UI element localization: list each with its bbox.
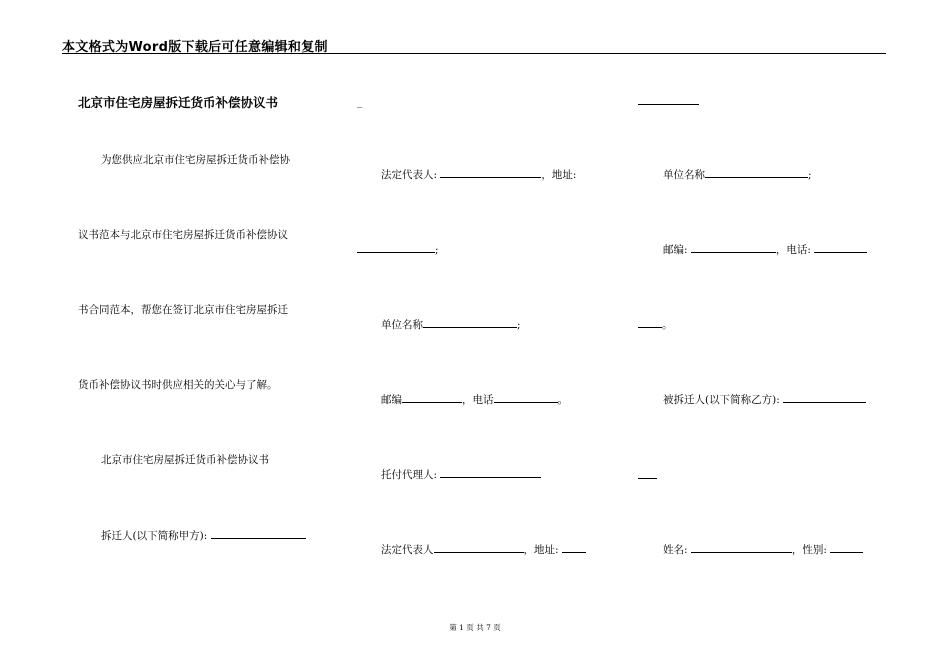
tel-blank	[494, 392, 558, 403]
party-a-line	[101, 528, 306, 543]
tel-sep: ，电话	[462, 394, 494, 406]
unit-name-line	[381, 317, 521, 332]
zip-tel-line	[663, 242, 867, 257]
top-blank	[638, 104, 699, 105]
top-mark: _	[357, 96, 363, 108]
tel-continuation-line	[638, 317, 673, 332]
legal-rep-line-1	[381, 167, 576, 182]
unit-name-label: 单位名称	[663, 169, 705, 181]
intro-line-3: 书合同范本，帮您在签订北京市住宅房屋拆迁	[78, 304, 288, 316]
header-title: 本文格式为Word版下载后可任意编辑和复制	[62, 40, 328, 55]
intro-line-4: 货币补偿协议书时供应相关的关心与了解。	[78, 379, 278, 391]
period: 。	[557, 394, 568, 406]
zip-label: 邮编:	[663, 244, 691, 256]
address-blank	[357, 242, 435, 253]
zip-tel-line	[381, 392, 568, 407]
party-b-line	[663, 392, 866, 407]
gender-blank	[830, 542, 863, 553]
agent-blank	[440, 467, 541, 478]
zip-blank	[402, 392, 462, 403]
unit-name-line	[663, 167, 812, 182]
legal-rep-label: 法定代表人	[381, 544, 434, 556]
gender-sep: ，性别:	[791, 544, 831, 556]
zip-blank	[691, 242, 776, 253]
page-footer: 第 1 页 共 7 页	[449, 623, 501, 632]
agent-label: 托付代理人:	[381, 469, 441, 481]
party-b-blank	[783, 392, 866, 403]
party-a-label: 拆迁人(以下简称甲方):	[101, 530, 211, 542]
unit-name-blank	[705, 167, 808, 178]
address-sep: ，地址:	[541, 169, 577, 181]
party-b-label: 被拆迁人(以下简称乙方):	[663, 394, 784, 406]
agent-line	[381, 467, 541, 482]
tel-sep: ，电话:	[775, 244, 815, 256]
name-label: 姓名:	[663, 544, 691, 556]
agreement-heading: 北京市住宅房屋拆迁货币补偿协议书	[101, 454, 269, 466]
party-a-blank	[211, 528, 306, 539]
name-blank	[691, 542, 792, 553]
period: 。	[662, 319, 673, 331]
tel-blank	[814, 242, 867, 253]
zip-label: 邮编	[381, 394, 402, 406]
address-blank	[562, 542, 586, 553]
blank-line-semicolon	[357, 242, 439, 257]
semicolon: ;	[517, 319, 521, 331]
party-b-continuation-blank	[638, 478, 657, 479]
unit-name-blank	[423, 317, 517, 328]
intro-line-1: 为您供应北京市住宅房屋拆迁货币补偿协	[101, 154, 290, 166]
legal-rep-label: 法定代表人:	[381, 169, 441, 181]
name-gender-line	[663, 542, 863, 557]
page-header	[62, 36, 886, 54]
intro-line-2: 议书范本与北京市住宅房屋拆迁货币补偿协议	[78, 229, 288, 241]
semicolon: ;	[808, 169, 812, 181]
legal-rep-blank	[440, 167, 541, 178]
legal-rep-blank	[434, 542, 524, 553]
semicolon: ;	[435, 244, 439, 256]
document-title: 北京市住宅房屋拆迁货币补偿协议书	[78, 95, 279, 110]
address-sep: ，地址:	[523, 544, 562, 556]
unit-name-label: 单位名称	[381, 319, 423, 331]
tel-continuation-blank	[638, 317, 662, 328]
legal-rep-line-2	[381, 542, 586, 557]
